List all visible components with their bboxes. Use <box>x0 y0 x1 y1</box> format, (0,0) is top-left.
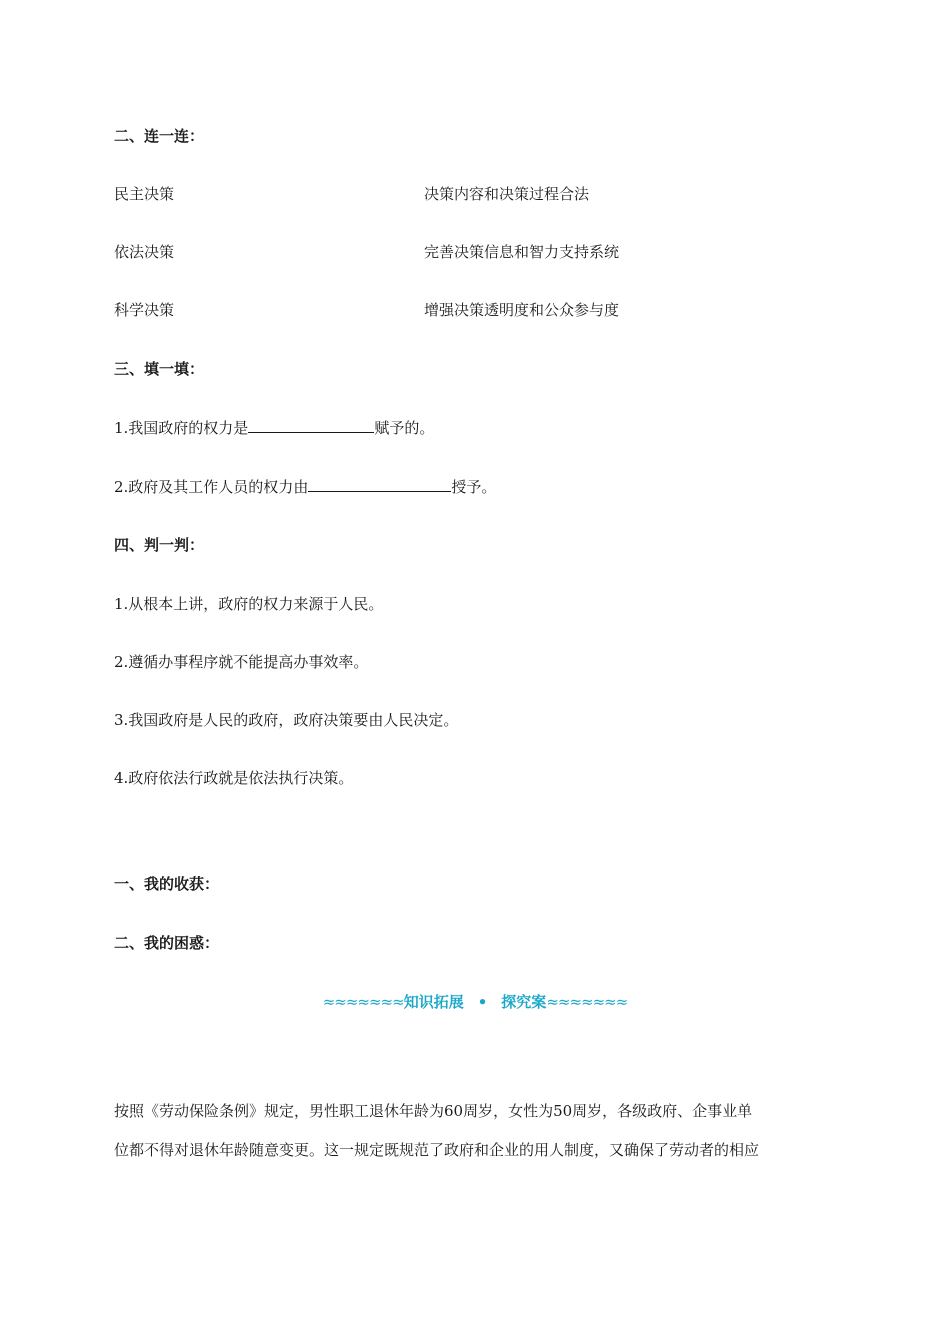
match-right-item: 完善决策信息和智力支持系统 <box>424 243 620 261</box>
knowledge-banner <box>0 992 950 1012</box>
judge-item: 1.从根本上讲，政府的权力来源于人民。 <box>114 595 384 613</box>
paragraph-line: 按照《劳动保险条例》规定，男性职工退休年龄为60周岁，女性为50周岁，各级政府、企事业单 <box>114 1102 753 1120</box>
match-left-item: 依法决策 <box>114 243 175 261</box>
reflection-gain-heading: 一、我的收获： <box>114 875 220 893</box>
fill-question-1 <box>114 418 434 438</box>
judge-item: 4.政府依法行政就是依法执行决策。 <box>114 769 354 787</box>
wave-decoration-left: ≈≈≈≈≈≈≈ <box>322 993 404 1011</box>
banner-title-left: 知识拓展 <box>403 993 464 1011</box>
wave-decoration-right: ≈≈≈≈≈≈≈ <box>546 993 628 1011</box>
match-right-item: 决策内容和决策过程合法 <box>424 185 590 203</box>
match-right-item: 增强决策透明度和公众参与度 <box>424 301 620 319</box>
fill-q2-text-before: 2.政府及其工作人员的权力由 <box>114 478 309 496</box>
banner-title-right: 探究案 <box>501 993 547 1011</box>
paragraph-line: 位都不得对退休年龄随意变更。这一规定既规范了政府和企业的用人制度，又确保了劳动者的相应 <box>114 1141 760 1159</box>
fill-q1-blank[interactable] <box>248 418 374 433</box>
fill-q2-text-after: 授予。 <box>451 478 497 496</box>
banner-separator: • <box>477 993 488 1011</box>
section-heading-fill: 三、填一填： <box>114 360 205 378</box>
match-left-item: 民主决策 <box>114 185 175 203</box>
reflection-confusion-heading: 二、我的困惑： <box>114 934 220 952</box>
fill-q2-blank[interactable] <box>308 477 451 492</box>
section-heading-judge: 四、判一判： <box>114 536 205 554</box>
fill-q1-text-after: 赋予的。 <box>374 419 435 437</box>
section-heading-match: 二、连一连： <box>114 127 205 145</box>
match-left-item: 科学决策 <box>114 301 175 319</box>
fill-q1-text-before: 1.我国政府的权力是 <box>114 419 249 437</box>
judge-item: 3.我国政府是人民的政府，政府决策要由人民决定。 <box>114 711 459 729</box>
judge-item: 2.遵循办事程序就不能提高办事效率。 <box>114 653 369 671</box>
fill-question-2 <box>114 477 496 497</box>
